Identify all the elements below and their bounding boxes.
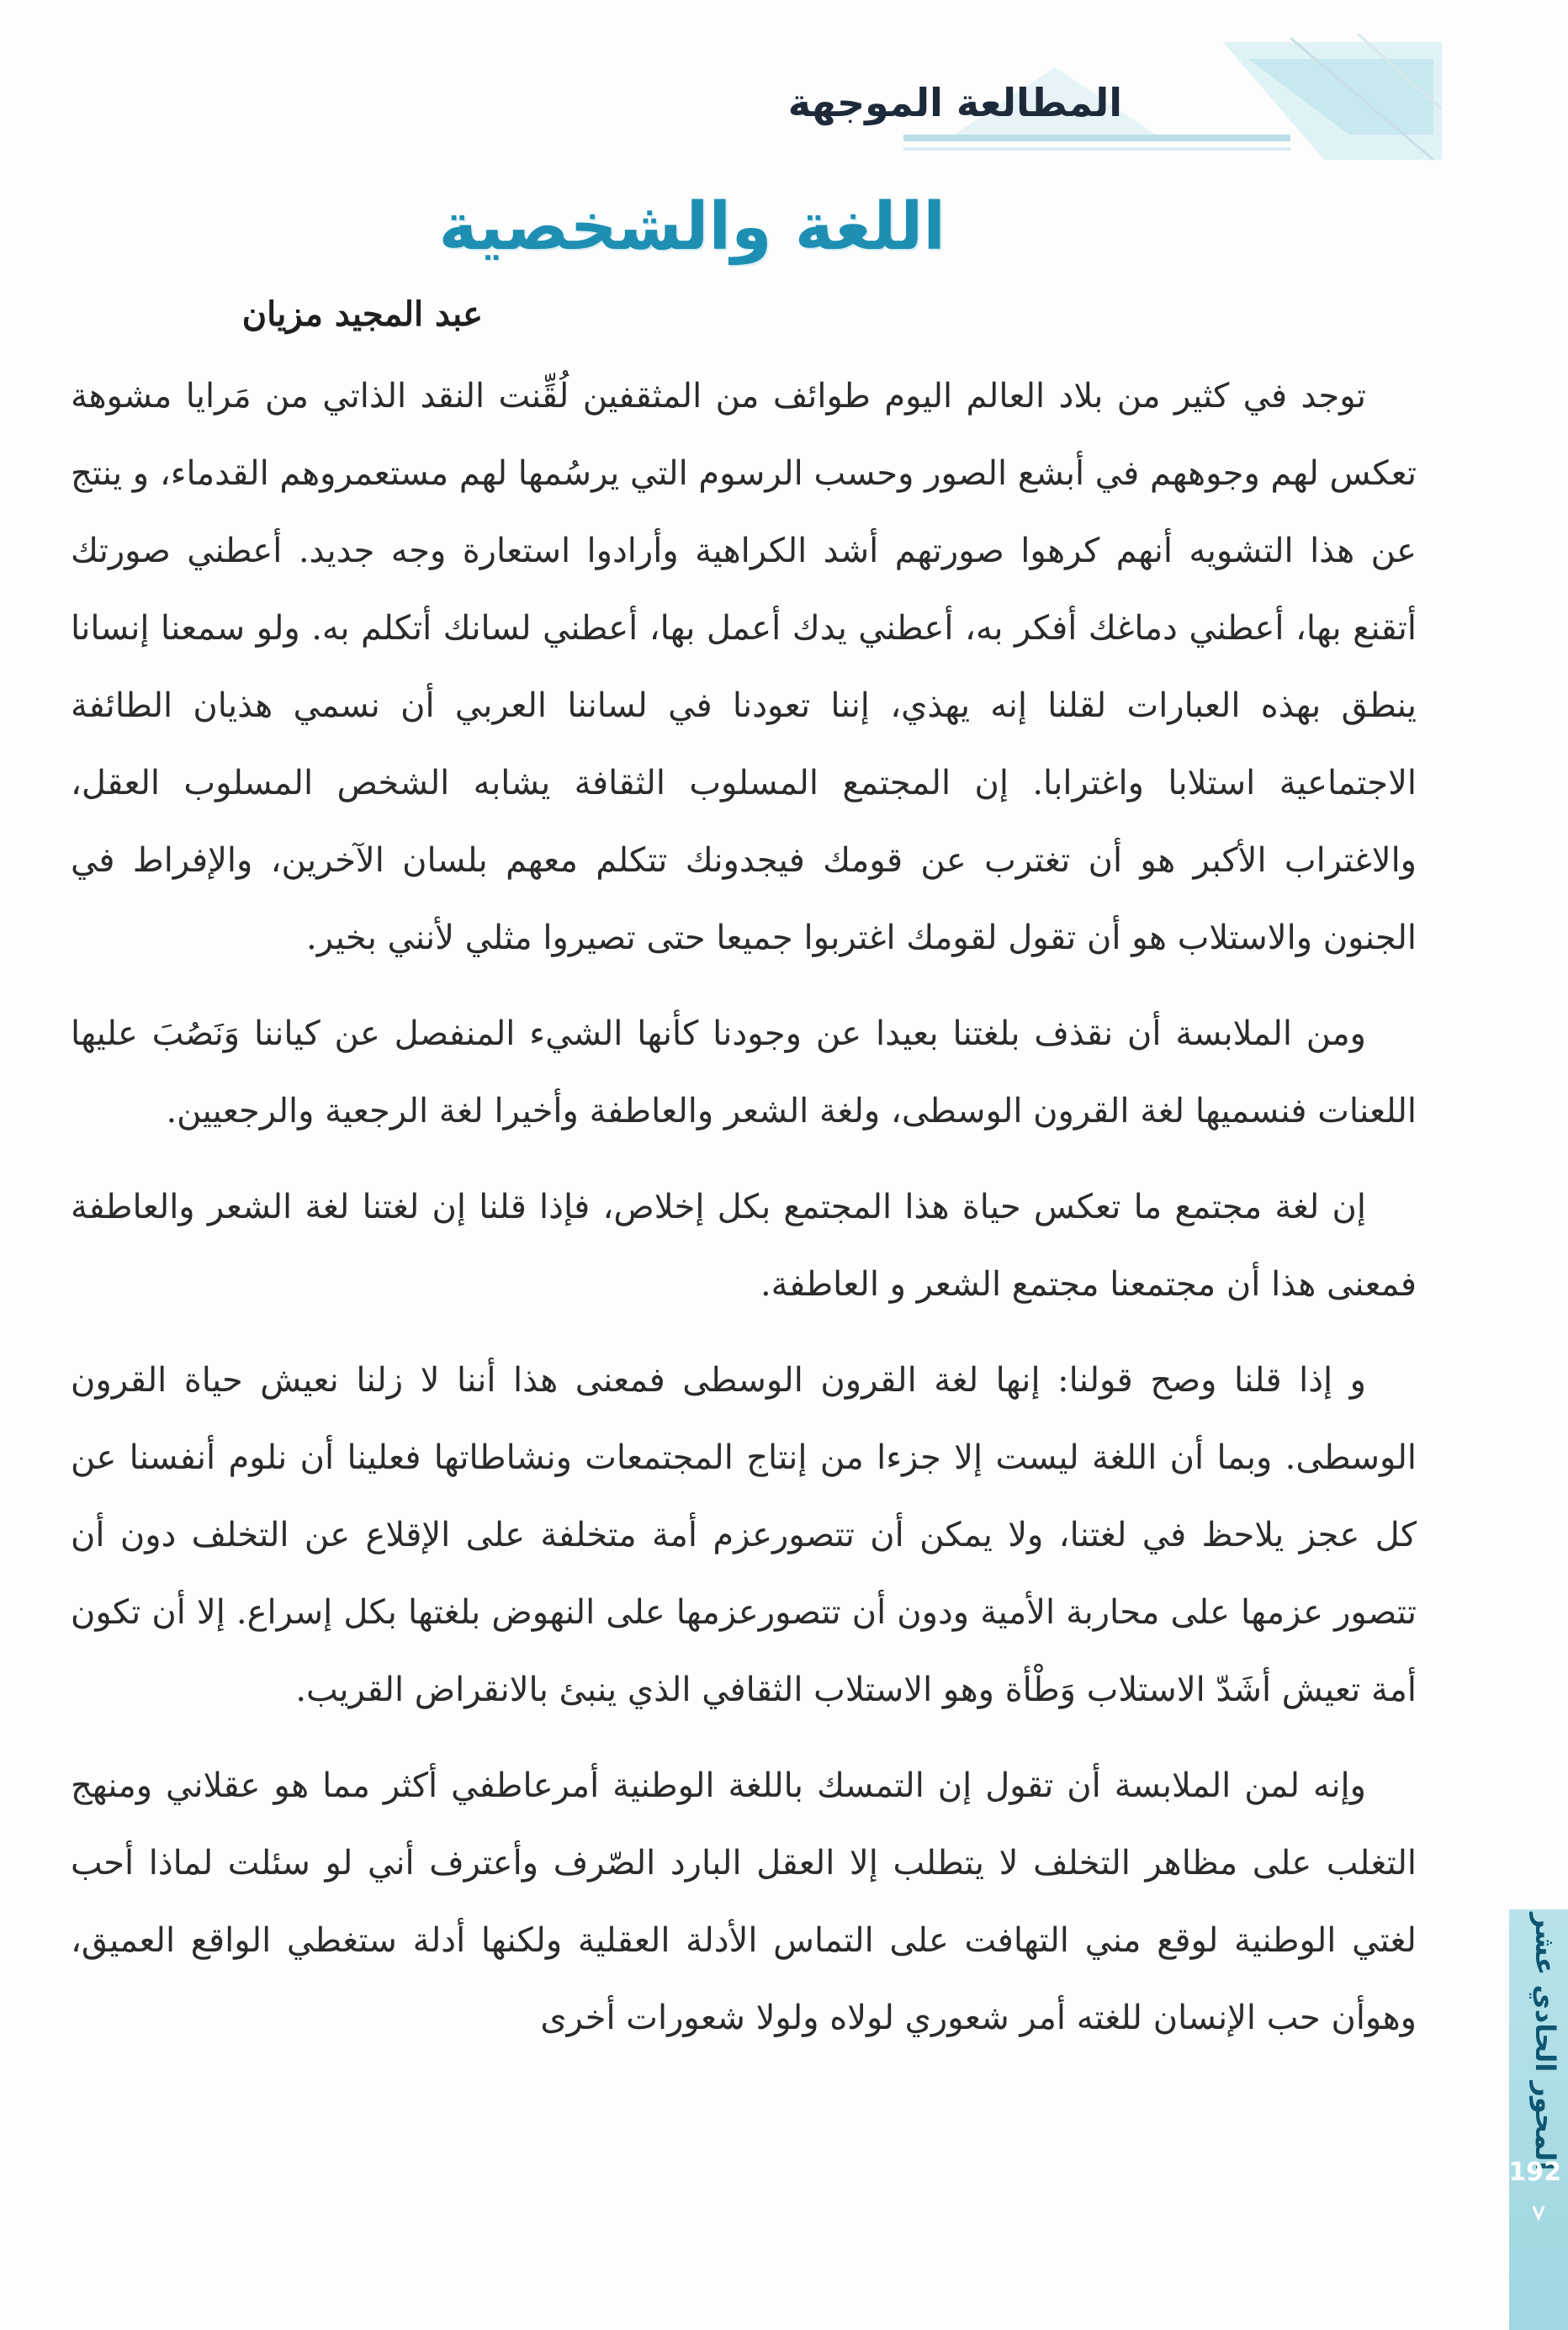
page-title: اللغة والشخصية [438,189,946,265]
paragraph: و إذا قلنا وصح قولنا: إنها لغة القرون الوسطى فمعنى هذا أننا لا زلنا نعيش حياة القرون الوسطى. وبما أن اللغة ليست إلا جزءا من إنتاج المجتمعات ونشاطاتها فعلينا أن نلوم أنفسنا عن كل عجز يلاحظ في لغتنا، ولا يمكن أن تتصورعزم أمة متخلفة على الإقلاع عن التخلف دون أن تتصور عزمها على محاربة الأمية ودون أن تتصورعزمها على النهوض بلغتها بكل إسراع. إلا أن تكون أمة تعيش أشَدّ الاستلاب وَطْأة وهو الاستلاب الثقافي الذي ينبئ بالانقراض القريب. [71,1361,1417,1709]
arrow-icon [1531,2200,1546,2225]
paragraph: إن لغة مجتمع ما تعكس حياة هذا المجتمع بكل إخلاص، فإذا قلنا إن لغتنا لغة الشعر والعاطفة فمعنى هذا أن مجتمعنا مجتمع الشعر و العاطفة. [71,1188,1417,1304]
page-header [787,34,1442,202]
page-number: 192 [1508,2158,1561,2187]
author-name: عبد المجيد مزيان [241,294,483,334]
section-label: المطالعة الموجهة [787,80,1122,125]
paragraph: توجد في كثير من بلاد العالم اليوم طوائف من المثقفين لُقِّنت النقد الذاتي من مَرايا مشوهة تعكس لهم وجوههم في أبشع الصور وحسب الرسوم التي يرسُمها لهم مستعمروهم القدماء، و ينتج عن هذا التشويه أنهم كرهوا صورتهم أشد الكراهية وأرادوا استعارة وجه جديد. أعطني صورتك أتقنع بها، أعطني دماغك أفكر به، أعطني يدك أعمل بها، أعطني لسانك أتكلم به. ولو سمعنا إنسانا ينطق بهذه العبارات لقلنا إنه يهذي، إننا تعودنا في لساننا العربي أن نسمي هذيان الطائفة الاجتماعية استلابا واغترابا. إن المجتمع المسلوب الثقافة يشابه الشخص المسلوب العقل، والاغتراب الأكبر هو أن تغترب عن قومك فيجدونك تتكلم معهم بلسان الآخرين، والإفراط في الجنون والاستلاب هو أن تقول لقومك اغتربوا جميعا حتى تصيروا مثلي لأنني بخير. [71,377,1417,957]
paragraph: ومن الملابسة أن نقذف بلغتنا بعيدا عن وجودنا كأنها الشيء المنفصل عن كياننا وَنَصُبَ عليها اللعنات فنسميها لغة القرون الوسطى، ولغة الشعر والعاطفة وأخيرا لغة الرجعية والرجعيين. [71,1014,1417,1131]
paragraph: وإنه لمن الملابسة أن تقول إن التمسك باللغة الوطنية أمرعاطفي أكثر مما هو عقلاني ومنهج التغلب على مظاهر التخلف لا يتطلب إلا العقل البارد الصّرف وأعترف أني لو سئلت لماذا أحب لغتي الوطنية لوقع مني التهافت على التماس الأدلة العقلية ولكنها أدلة ستغطي الواقع العميق، وهوأن حب الإنسان للغته أمر شعوري لولاه ولولا شعورات أخرى [71,1766,1417,2037]
chapter-label: المحور الحادي عشر [1529,1912,1561,2170]
article-body [71,357,1417,2075]
